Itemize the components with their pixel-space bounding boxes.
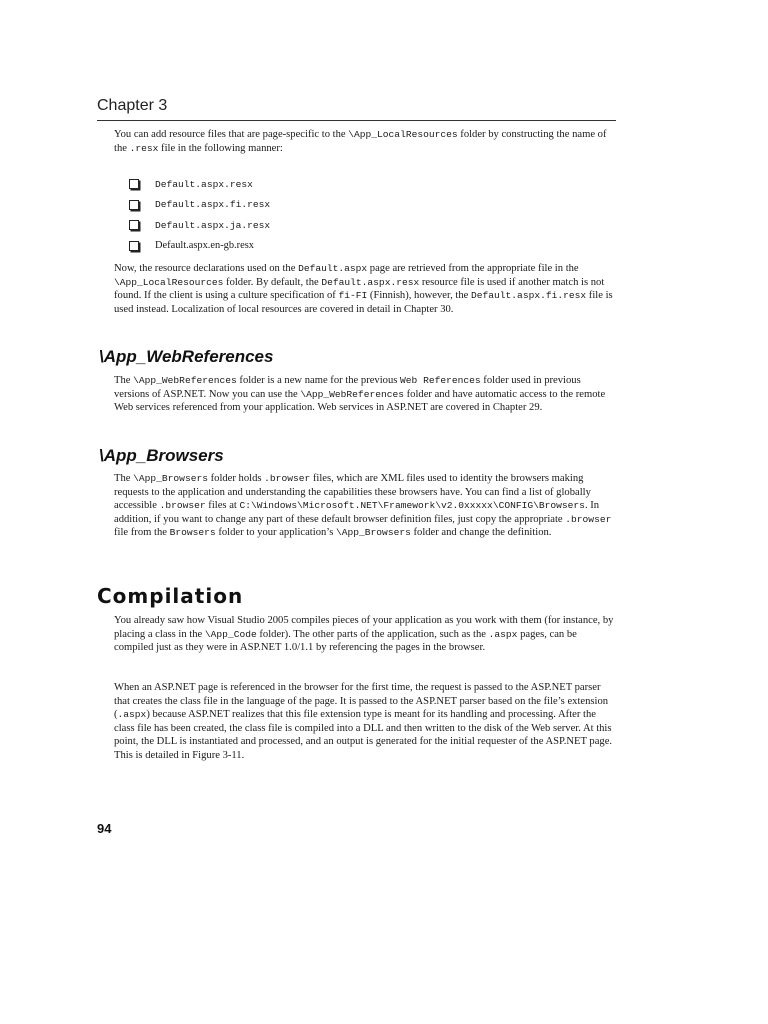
code-run: \App_Code (204, 628, 257, 640)
checkbox-bullet-icon (129, 200, 139, 210)
code-run: .aspx (117, 709, 147, 720)
chapter-header (97, 96, 616, 121)
code-run: C:\Windows\Microsoft.NET\Framework\v2.0xxxxx\CONFIG\Browsers (239, 500, 585, 511)
code-run: fi-FI (338, 290, 368, 301)
text-run: folder holds (207, 473, 265, 484)
text-run: file from the (114, 527, 170, 538)
text-run: resource file is used if another match is not found. If the client is using a culture specification of (114, 276, 605, 301)
code-run: .browser (264, 473, 311, 484)
text-run: (Finnish), however, the (367, 290, 471, 301)
text-run: folder to your application’s (215, 527, 336, 538)
list-item-text: Default.aspx.fi.resx (155, 199, 271, 211)
code-run: .browser (159, 500, 206, 511)
code-run: Default.aspx (298, 263, 368, 274)
code-run: Web References (400, 375, 481, 386)
text-run: page are retrieved from the appropriate file in the (367, 263, 579, 274)
list-item-text: Default.aspx.en-gb.resx (155, 240, 254, 252)
code-run: .aspx (488, 628, 518, 640)
code-run: \App_WebReferences (300, 388, 404, 400)
text-run: folder). The other parts of the application, such as the (256, 628, 489, 640)
code-run: \App_Browsers (336, 527, 411, 538)
text-run: file is used instead. Localization of local resources are covered in detail in Chapter 30. (114, 290, 613, 315)
resource-file-list (129, 174, 429, 256)
checkbox-bullet-icon (129, 241, 139, 251)
text-run: folder. By default, the (223, 276, 322, 288)
text-run: folder by constructing the name of the (114, 129, 607, 154)
code-run: \App_Browsers (133, 473, 208, 484)
list-item (129, 174, 429, 195)
intro-paragraph (114, 128, 617, 155)
list-item (129, 215, 429, 236)
code-run: .browser (565, 513, 612, 525)
text-run: The (114, 473, 134, 484)
text-run: folder and have automatic access to the remote Web services referenced from your application. Web services in ASP.NET are covered in Chapter 29. (114, 388, 606, 413)
code-run: Default.aspx.fi.resx (471, 290, 587, 301)
text-run: . In addition, if you want to change any part of these default browser definition files, just copy the appropriate (114, 500, 600, 525)
text-run: folder and change the definition. (410, 527, 552, 538)
list-item-text: Default.aspx.resx (155, 178, 253, 190)
chapter-title: Chapter 3 (97, 97, 168, 114)
text-run: files, which are XML files used to identity the browsers making requests to the application and understanding the capabilities these browsers have. You can find a list of globally accessible (114, 473, 591, 511)
code-run: \App_LocalResources (114, 276, 224, 288)
text-run: You can add resource files that are page-specific to the (114, 129, 349, 140)
list-item (129, 236, 429, 257)
browsers-heading: \App_Browsers (99, 446, 224, 465)
text-run: The (114, 375, 134, 386)
text-run: Now, the resource declarations used on the (114, 263, 299, 274)
code-run: Default.aspx.resx (321, 276, 420, 288)
list-item-text: Default.aspx.ja.resx (155, 219, 271, 231)
code-run: \App_LocalResources (348, 129, 458, 140)
text-run: When an ASP.NET page is referenced in the browser for the first time, the request is passed to the ASP.NET parser that creates the class file in the language of the page. It is passed to the ASP.NET parser based on the file’s extension ( (114, 682, 609, 720)
code-run: \App_WebReferences (133, 375, 237, 386)
text-run: pages, can be compiled just as they were in ASP.NET 1.0/1.1 by referencing the pages in the browser. (114, 628, 577, 653)
text-run: ) because ASP.NET realizes that this file extension type is meant for its handling and processing. After the class file has been created, the class file is compiled into a DLL and then written to the disk of the Web server. At this point, the DLL is instantiated and processed, and an output is generated for the initial requester of the ASP.NET page. This is detailed in Figure 3-11. (114, 709, 613, 761)
text-run: file in the following manner: (158, 142, 283, 154)
list-item (129, 195, 429, 216)
text-run: You already saw how Visual Studio 2005 compiles pieces of your application as you work with them (for instance, by placing a class in the (114, 615, 614, 640)
compilation-paragraph-1 (114, 614, 617, 655)
web-references-heading: \App_WebReferences (99, 347, 274, 366)
text-run: folder is a new name for the previous (236, 375, 401, 386)
text-run: folder used in previous versions of ASP.NET. Now you can use the (114, 375, 581, 400)
browsers-paragraph (114, 472, 617, 540)
web-references-paragraph (114, 374, 617, 415)
text-run: files at (205, 500, 240, 511)
resource-declarations-paragraph (114, 262, 617, 316)
page-number: 94 (97, 821, 112, 836)
code-run: Browsers (169, 527, 216, 538)
checkbox-bullet-icon (129, 220, 139, 230)
code-run: .resx (129, 142, 159, 154)
checkbox-bullet-icon (129, 179, 139, 189)
compilation-heading: Compilation (97, 584, 244, 608)
compilation-paragraph-2 (114, 681, 617, 762)
